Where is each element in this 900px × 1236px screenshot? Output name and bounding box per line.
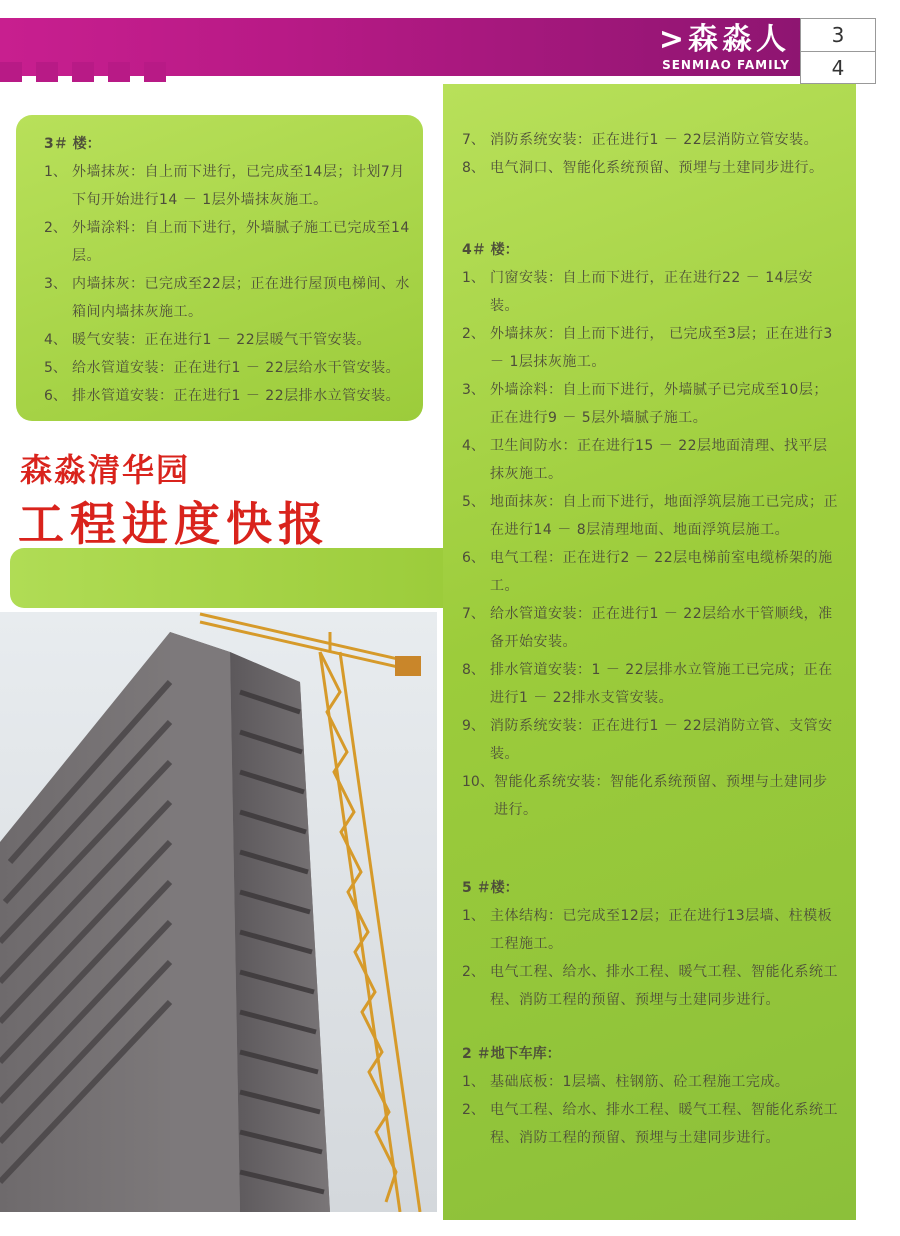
list-item: 2、 外墙抹灰：自上而下进行， 已完成至3层；正在进行3 － 1层抹灰施工。 bbox=[462, 326, 833, 370]
green-strip bbox=[10, 548, 443, 608]
page-number-bottom: 4 bbox=[801, 51, 875, 84]
list-item: 9、 消防系统安装：正在进行1 － 22层消防立管、支管安装。 bbox=[462, 718, 833, 762]
page-number-box bbox=[800, 18, 876, 84]
list-item: 1、 主体结构：已完成至12层；正在进行13层墙、柱模板工程施工。 bbox=[462, 908, 833, 952]
list-item: 6、 电气工程：正在进行2 － 22层电梯前室电缆桥架的施工。 bbox=[462, 550, 833, 594]
list-item: 4、 暖气安装：正在进行1 － 22层暖气干管安装。 bbox=[44, 332, 372, 348]
list-item: 2、 电气工程、给水、排水工程、暖气工程、智能化系统工程、消防工程的预留、预埋与土建同步进行。 bbox=[462, 1102, 838, 1146]
section-heading: 4＃ 楼： bbox=[462, 242, 519, 258]
section-building-3-cont bbox=[462, 126, 840, 182]
brand-cn: >森淼人 bbox=[658, 22, 790, 57]
title-report: 工程进度快报 bbox=[18, 497, 330, 551]
list-item: 8、 电气洞口、智能化系统预留、预埋与土建同步进行。 bbox=[462, 160, 824, 176]
list-item: 5、 给水管道安装：正在进行1 － 22层给水干管安装。 bbox=[44, 360, 401, 376]
section-heading: 3＃ 楼： bbox=[44, 136, 101, 152]
list-item: 3、 内墙抹灰：已完成至22层；正在进行屋顶电梯间、水箱间内墙抹灰施工。 bbox=[44, 276, 410, 320]
list-item: 2、 外墙涂料：自上而下进行，外墙腻子施工已完成至14层。 bbox=[44, 220, 410, 264]
list-item: 1、 门窗安装：自上而下进行，正在进行22 － 14层安装。 bbox=[462, 270, 814, 314]
section-building-3 bbox=[44, 130, 416, 410]
section-heading: 2 ＃地下车库： bbox=[462, 1046, 561, 1062]
list-item: 7、 给水管道安装：正在进行1 － 22层给水干管顺线，准备开始安装。 bbox=[462, 606, 833, 650]
section-heading: 5 ＃楼： bbox=[462, 880, 519, 896]
list-item: 1、 外墙抹灰：自上而下进行，已完成至14层；计划7月下旬开始进行14 － 1层外墙抹灰施工。 bbox=[44, 164, 405, 208]
brand-en: SENMIAO FAMILY bbox=[662, 58, 790, 72]
building-crane-photo bbox=[0, 612, 437, 1212]
page-number-top: 3 bbox=[831, 23, 845, 47]
list-item: 7、 消防系统安装：正在进行1 － 22层消防立管安装。 bbox=[462, 132, 819, 148]
list-item: 10、 智能化系统安装：智能化系统预留、预埋与土建同步进行。 bbox=[462, 774, 828, 818]
list-item: 1、 基础底板：1层墙、柱钢筋、砼工程施工完成。 bbox=[462, 1074, 790, 1090]
list-item: 3、 外墙涂料：自上而下进行，外墙腻子已完成至10层；正在进行9 － 5层外墙腻子施工。 bbox=[462, 382, 828, 426]
list-item: 4、 卫生间防水：正在进行15 － 22层地面清理、找平层抹灰施工。 bbox=[462, 438, 828, 482]
header-decoration bbox=[0, 62, 200, 82]
list-item: 5、 地面抹灰：自上而下进行，地面浮筑层施工已完成；正在进行14 － 8层清理地面、地面浮筑层施工。 bbox=[462, 494, 838, 538]
section-building-5 bbox=[462, 874, 840, 1014]
brand-logo bbox=[600, 22, 790, 72]
section-building-4 bbox=[462, 236, 840, 824]
list-item: 6、 排水管道安装：正在进行1 － 22层排水立管安装。 bbox=[44, 388, 401, 404]
list-item: 2、 电气工程、给水、排水工程、暖气工程、智能化系统工程、消防工程的预留、预埋与土建同步进行。 bbox=[462, 964, 838, 1008]
list-item: 8、 排水管道安装：1 － 22层排水立管施工已完成；正在进行1 － 22排水支管安装。 bbox=[462, 662, 833, 706]
title-project: 森淼清华园 bbox=[20, 451, 191, 489]
section-garage-2 bbox=[462, 1040, 840, 1152]
